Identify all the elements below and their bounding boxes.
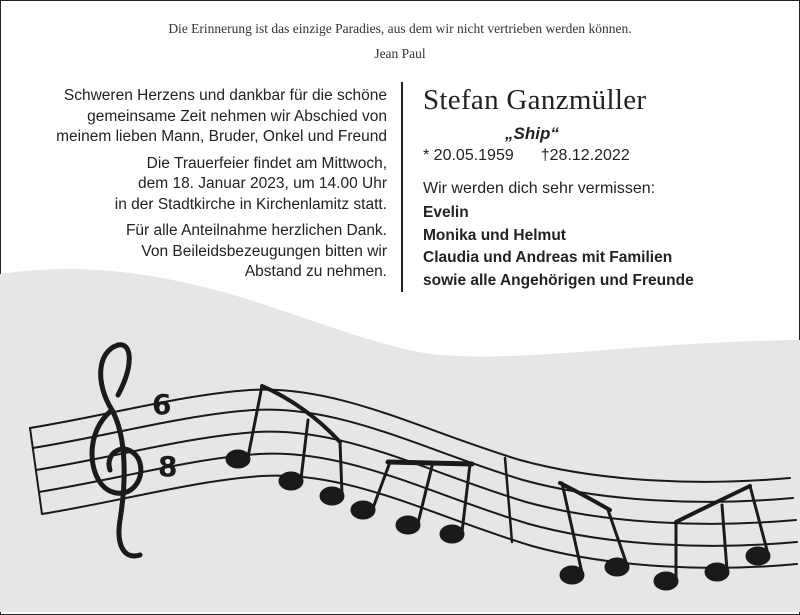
thanks-paragraph: Für alle Anteilnahme herzlichen Dank. Von Beileidsbezeugungen bitten wir Abstand zu nehmen.	[125, 222, 387, 280]
birth-date: * 20.05.1959	[423, 147, 514, 164]
mourners-list	[423, 202, 793, 292]
mourner-name: Claudia und Andreas mit Familien	[423, 249, 673, 266]
divider-line	[401, 82, 403, 292]
time-signature-bottom: 8	[158, 450, 178, 483]
time-signature-top: 6	[152, 388, 172, 421]
mourners-intro: Wir werden dich sehr vermissen:	[423, 180, 656, 197]
quote-author: Jean Paul	[374, 46, 426, 61]
quote-text: Die Erinnerung ist das einzige Paradies, aus dem wir nicht vertrieben werden können.	[168, 21, 632, 36]
life-dates	[423, 145, 793, 167]
mourner-name: sowie alle Angehörigen und Freunde	[423, 271, 694, 289]
funeral-paragraph: Die Trauerfeier findet am Mittwoch, dem 18. Januar 2023, um 14.00 Uhr in der Stadtkirche in Kirchenlamitz statt.	[114, 154, 387, 213]
deceased-info	[423, 82, 793, 292]
deceased-name: Stefan Ganzmüller	[423, 84, 647, 116]
farewell-paragraph: Schweren Herzens und dankbar für die schöne gemeinsame Zeit nehmen wir Abschied von meinem lieben Mann, Bruder, Onkel und Freund	[56, 87, 387, 145]
death-date: †28.12.2022	[540, 147, 630, 164]
mourner-name: Monika und Helmut	[423, 226, 566, 244]
mourner-name: Evelin	[423, 204, 469, 221]
deceased-nickname: „Ship“	[505, 124, 559, 143]
announcement-text	[7, 86, 387, 289]
